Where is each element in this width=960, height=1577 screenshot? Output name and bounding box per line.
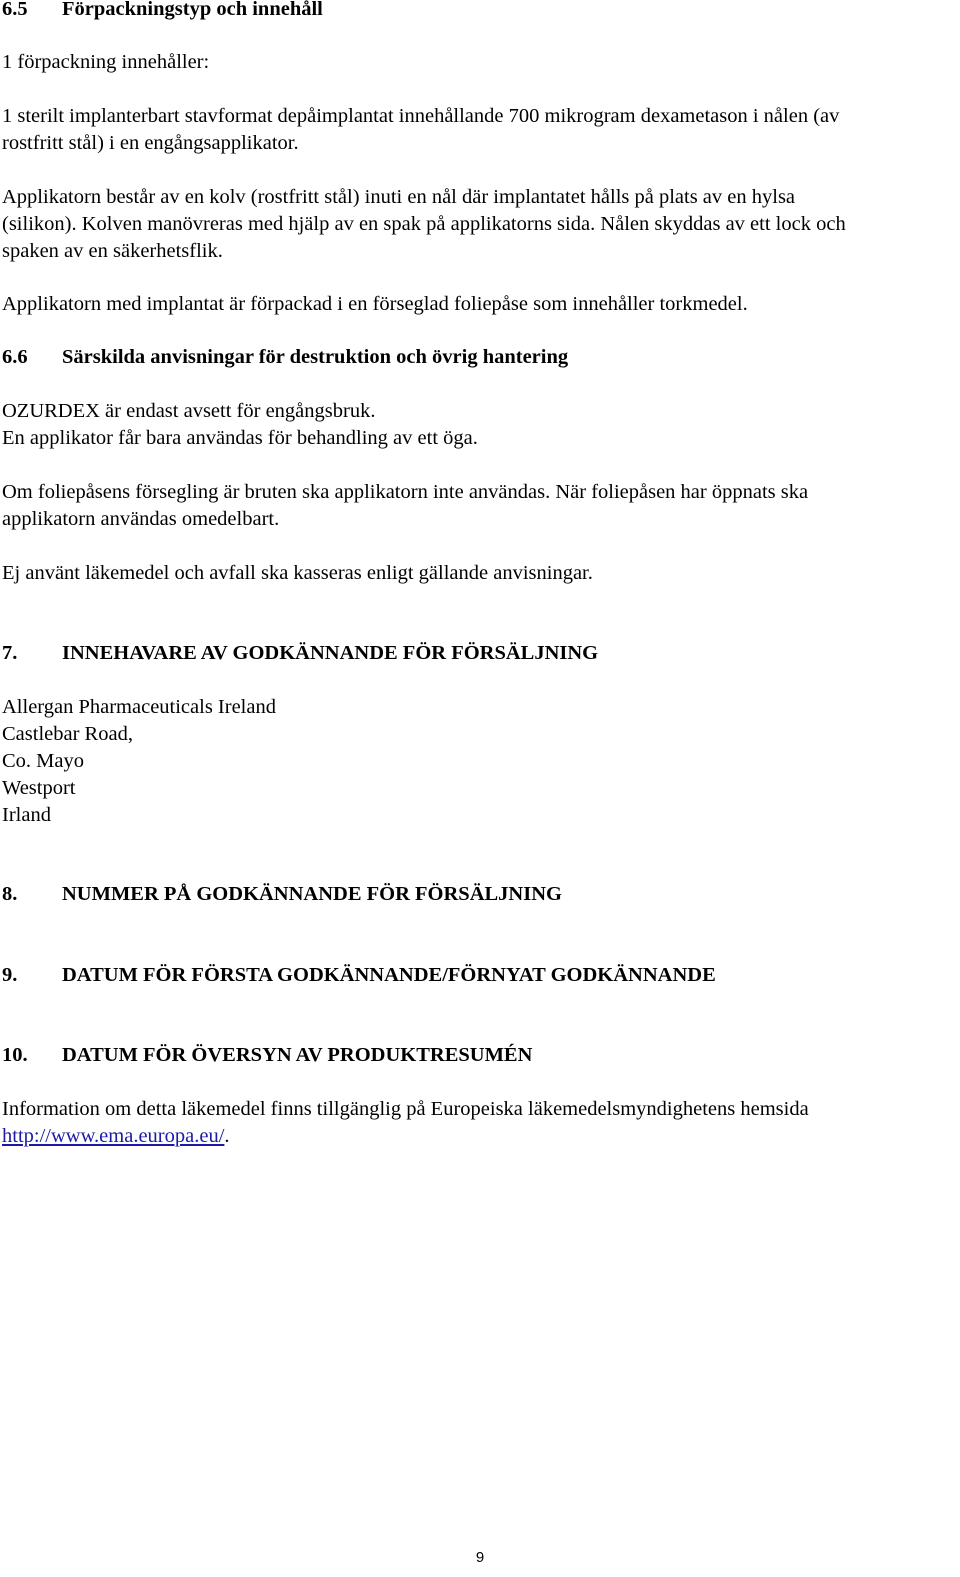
- section-number: 9.: [2, 964, 18, 986]
- section-10-heading: [2, 1042, 532, 1069]
- paragraph-line: spaken av en säkerhetsflik.: [2, 240, 223, 262]
- page-number: 9: [475, 1549, 485, 1566]
- ema-website-link[interactable]: http://www.ema.europa.eu/: [2, 1125, 225, 1147]
- section-9-heading: [2, 962, 716, 989]
- address-line: Co. Mayo: [2, 750, 84, 772]
- paragraph-line: Om foliepåsens försegling är bruten ska applikatorn inte användas. När foliepåsen har öppnats ska: [2, 481, 809, 503]
- address-line: Westport: [2, 777, 76, 799]
- usage-paragraph: [2, 398, 954, 452]
- package-content-paragraph: [2, 103, 954, 157]
- paragraph-line: (silikon). Kolven manövreras med hjälp av en spak på applikatorns sida. Nålen skyddas av ett lock och: [2, 213, 846, 235]
- section-number: 7.: [2, 642, 18, 664]
- section-number: 6.5: [2, 0, 28, 20]
- paragraph-line: OZURDEX är endast avsett för engångsbruk.: [2, 400, 376, 422]
- section-title: INNEHAVARE AV GODKÄNNANDE FÖR FÖRSÄLJNING: [62, 642, 599, 664]
- paragraph-line: rostfritt stål) i en engångsapplikator.: [2, 132, 299, 154]
- section-6-5-heading: [2, 0, 323, 23]
- section-title: Särskilda anvisningar för destruktion och övrig hantering: [62, 346, 569, 368]
- intro-line: 1 förpackning innehåller:: [2, 51, 210, 73]
- paragraph-line: Applikatorn består av en kolv (rostfritt stål) inuti en nål där implantatet hålls på plats av en hylsa: [2, 186, 796, 208]
- section-number: 6.6: [2, 346, 28, 368]
- paragraph-line: applikatorn användas omedelbart.: [2, 508, 280, 530]
- packaging-paragraph: [2, 291, 954, 318]
- section-number: 8.: [2, 883, 18, 905]
- address-line: Castlebar Road,: [2, 723, 133, 745]
- section-title: NUMMER PÅ GODKÄNNANDE FÖR FÖRSÄLJNING: [62, 883, 562, 905]
- address-line: Allergan Pharmaceuticals Ireland: [2, 696, 276, 718]
- package-intro: [2, 49, 954, 76]
- paragraph-line: Applikatorn med implantat är förpackad i en förseglad foliepåse som innehåller torkmedel.: [2, 293, 748, 315]
- section-6-6-heading: [2, 344, 568, 371]
- paragraph-line: En applikator får bara användas för behandling av ett öga.: [2, 427, 478, 449]
- holder-address: [2, 694, 954, 829]
- section-title: DATUM FÖR FÖRSTA GODKÄNNANDE/FÖRNYAT GODKÄNNANDE: [62, 964, 716, 986]
- link-line: [2, 1123, 954, 1150]
- paragraph-line: Ej använt läkemedel och avfall ska kasseras enligt gällande anvisningar.: [2, 562, 593, 584]
- disposal-paragraph: [2, 560, 954, 587]
- paragraph-line: 1 sterilt implanterbart stavformat depåimplantat innehållande 700 mikrogram dexametason i nålen (av: [2, 105, 840, 127]
- applicator-description-paragraph: [2, 184, 954, 265]
- section-7-heading: [2, 640, 598, 667]
- link-suffix: .: [224, 1125, 230, 1147]
- section-title: Förpackningstyp och innehåll: [62, 0, 323, 20]
- section-number: 10.: [2, 1044, 28, 1066]
- paragraph-line: Information om detta läkemedel finns tillgänglig på Europeiska läkemedelsmyndighetens hemsida: [2, 1098, 809, 1120]
- section-8-heading: [2, 881, 562, 908]
- address-line: Irland: [2, 804, 51, 826]
- section-title: DATUM FÖR ÖVERSYN AV PRODUKTRESUMÉN: [62, 1044, 533, 1066]
- seal-paragraph: [2, 479, 954, 533]
- info-paragraph: [2, 1096, 954, 1150]
